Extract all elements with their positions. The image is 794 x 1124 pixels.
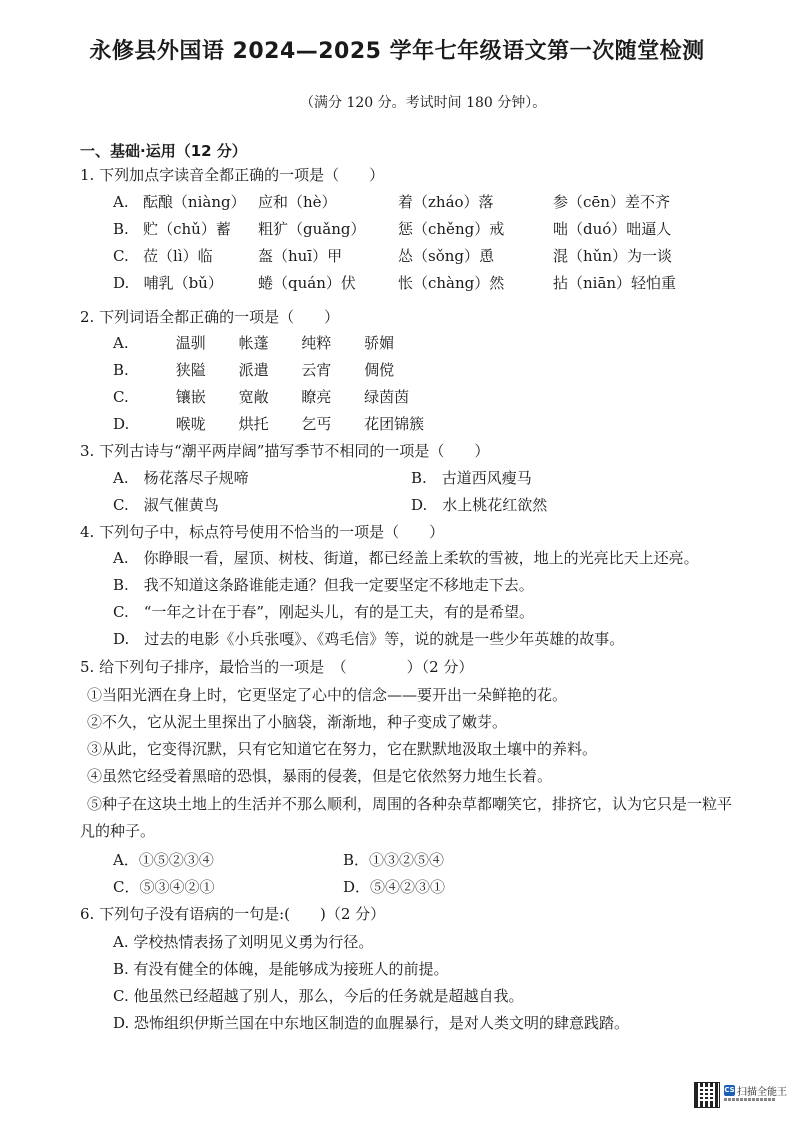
word: 云宵 [301,361,332,379]
option-item: 盔（huī）甲 [258,247,343,265]
q5-sentence-5-cont: 凡的种子。 [80,822,156,840]
word: 镶嵌 [175,388,206,406]
q1-option-d [113,273,223,293]
q2-option-d [113,414,424,434]
option-item: 粗犷（guǎng） [258,220,366,238]
q6-option-b: B. 有没有健全的体魄，是能够成为接班人的前提。 [113,960,449,978]
word: 温驯 [175,334,206,352]
option-label: A. [113,334,129,352]
word: 纯粹 [301,334,332,352]
question-3-stem: 3. 下列古诗与“潮平两岸阔”描写季节不相同的一项是（ ） [80,442,490,460]
q5-sentence-1: ①当阳光洒在身上时，它更坚定了心中的信念——要开出一朵鲜艳的花。 [87,686,568,704]
question-1-stem: 1. 下列加点字读音全都正确的一项是（ ） [80,166,385,184]
option-label: C. [113,247,129,265]
exam-subtitle: （满分 120 分。考试时间 180 分钟）。 [300,95,547,111]
word: 瞭亮 [301,388,332,406]
q6-option-a: A. 学校热情表扬了刘明见义勇为行径。 [113,933,374,951]
q1-option-c [113,246,213,266]
question-4-stem: 4. 下列句子中，标点符号使用不恰当的一项是（ ） [80,523,445,541]
word: 派遣 [238,361,269,379]
word: 帐蓬 [238,334,269,352]
q4-option-d: D. 过去的电影《小兵张嘎》、《鸡毛信》等，说的就是一些少年英雄的故事。 [113,630,625,648]
q3-option-a: A. 杨花落尽子规啼 [113,469,249,487]
option-label: D. [113,415,130,433]
q1-option-b [113,219,231,239]
q5-sentence-4: ④虽然它经受着黑暗的恐惧，暴雨的侵袭，但是它依然努力地生长着。 [87,767,553,785]
q3-option-d: D. 水上桃花红欲然 [411,496,548,514]
q5-option-a: A．①⑤②③④ [113,851,214,869]
q4-option-b: B. 我不知道这条路谁能走通？但我一定要坚定不移地走下去。 [113,576,534,594]
option-item: 咄（duó）咄逼人 [553,220,672,238]
q5-sentence-2: ②不久，它从泥土里探出了小脑袋，渐渐地，种子变成了嫩芽。 [87,713,508,731]
qr-code-icon [694,1082,720,1108]
question-6-stem: 6. 下列句子没有语病的一句是:( )（2 分） [80,905,386,923]
option-item: 贮（chǔ）蓄 [143,220,231,238]
q1-option-a [113,192,246,212]
q6-option-d: D. 恐怖组织伊斯兰国在中东地区制造的血腥暴行，是对人类文明的肆意践踏。 [113,1014,630,1032]
option-label: A. [113,193,129,211]
option-item: 蜷（quán）伏 [258,274,356,292]
q5-sentence-5: ⑤种子在这块土地上的生活并不那么顺利，周围的各种杂草都嘲笑它，排挤它，认为它只是一粒平 [87,795,733,813]
camscanner-badge-icon: CS [724,1086,735,1094]
q2-option-a [113,333,394,353]
word: 狭隘 [175,361,206,379]
option-label: B. [113,361,129,379]
option-item: 怅（chàng）然 [398,274,505,292]
option-label: B. [113,220,129,238]
option-item: 应和（hè） [258,193,337,211]
q4-option-a: A. 你睁眼一看，屋顶、树枝、街道，都已经盖上柔软的雪被，地上的光亮比天上还亮。 [113,549,699,567]
question-2-stem: 2. 下列词语全都正确的一项是（ ） [80,308,340,326]
option-item: 着（zháo）落 [398,193,494,211]
q6-option-c: C. 他虽然已经超越了别人，那么，今后的任务就是超越自我。 [113,987,524,1005]
word: 喉咙 [175,415,206,433]
q3-option-b: B. 古道西风瘦马 [411,469,532,487]
q5-sentence-3: ③从此，它变得沉默，只有它知道它在努力，它在默默地汲取土壤中的养料。 [87,740,598,758]
option-item: 怂（sǒng）恿 [398,247,494,265]
option-item: 参（cēn）差不齐 [553,193,670,211]
option-label: D. [113,274,130,292]
scanner-watermark [694,1082,786,1108]
scanner-label: 扫描全能王 [737,1087,787,1098]
q4-option-c: C. “一年之计在于春”，刚起头儿，有的是工夫，有的是希望。 [113,603,535,621]
exam-title: 永修县外国语 2024—2025 学年七年级语文第一次随堂检测 [89,39,705,64]
word: 绿茵茵 [364,388,410,406]
option-item: 惩（chěng）戒 [398,220,505,238]
question-5-stem: 5. 给下列句子排序，最恰当的一项是 （ ）（2 分） [80,658,474,676]
q2-option-c [113,387,409,407]
option-item: 拈（niān）轻怕重 [553,274,677,292]
option-item: 酝酿（niàng） [142,193,246,211]
section-heading: 一、基础·运用（12 分） [80,142,247,160]
q2-option-b [113,360,394,380]
option-item: 莅（lì）临 [143,247,213,265]
q5-option-c: C．⑤③④②① [113,878,215,896]
word: 骄媚 [364,334,395,352]
option-item: 哺乳（bǔ） [143,274,223,292]
option-label: C. [113,388,129,406]
q5-option-d: D．⑤④②③① [343,878,446,896]
q3-option-c: C. 淑气催黄鸟 [113,496,219,514]
word: 烘托 [238,415,269,433]
option-item: 混（hǔn）为一谈 [553,247,672,265]
word: 倜傥 [364,361,395,379]
word: 花团锦簇 [364,415,425,433]
q5-option-b: B．①③②⑤④ [343,851,445,869]
word: 乞丐 [301,415,332,433]
word: 宽敞 [238,388,269,406]
scanner-subtext-decoration [724,1098,776,1101]
